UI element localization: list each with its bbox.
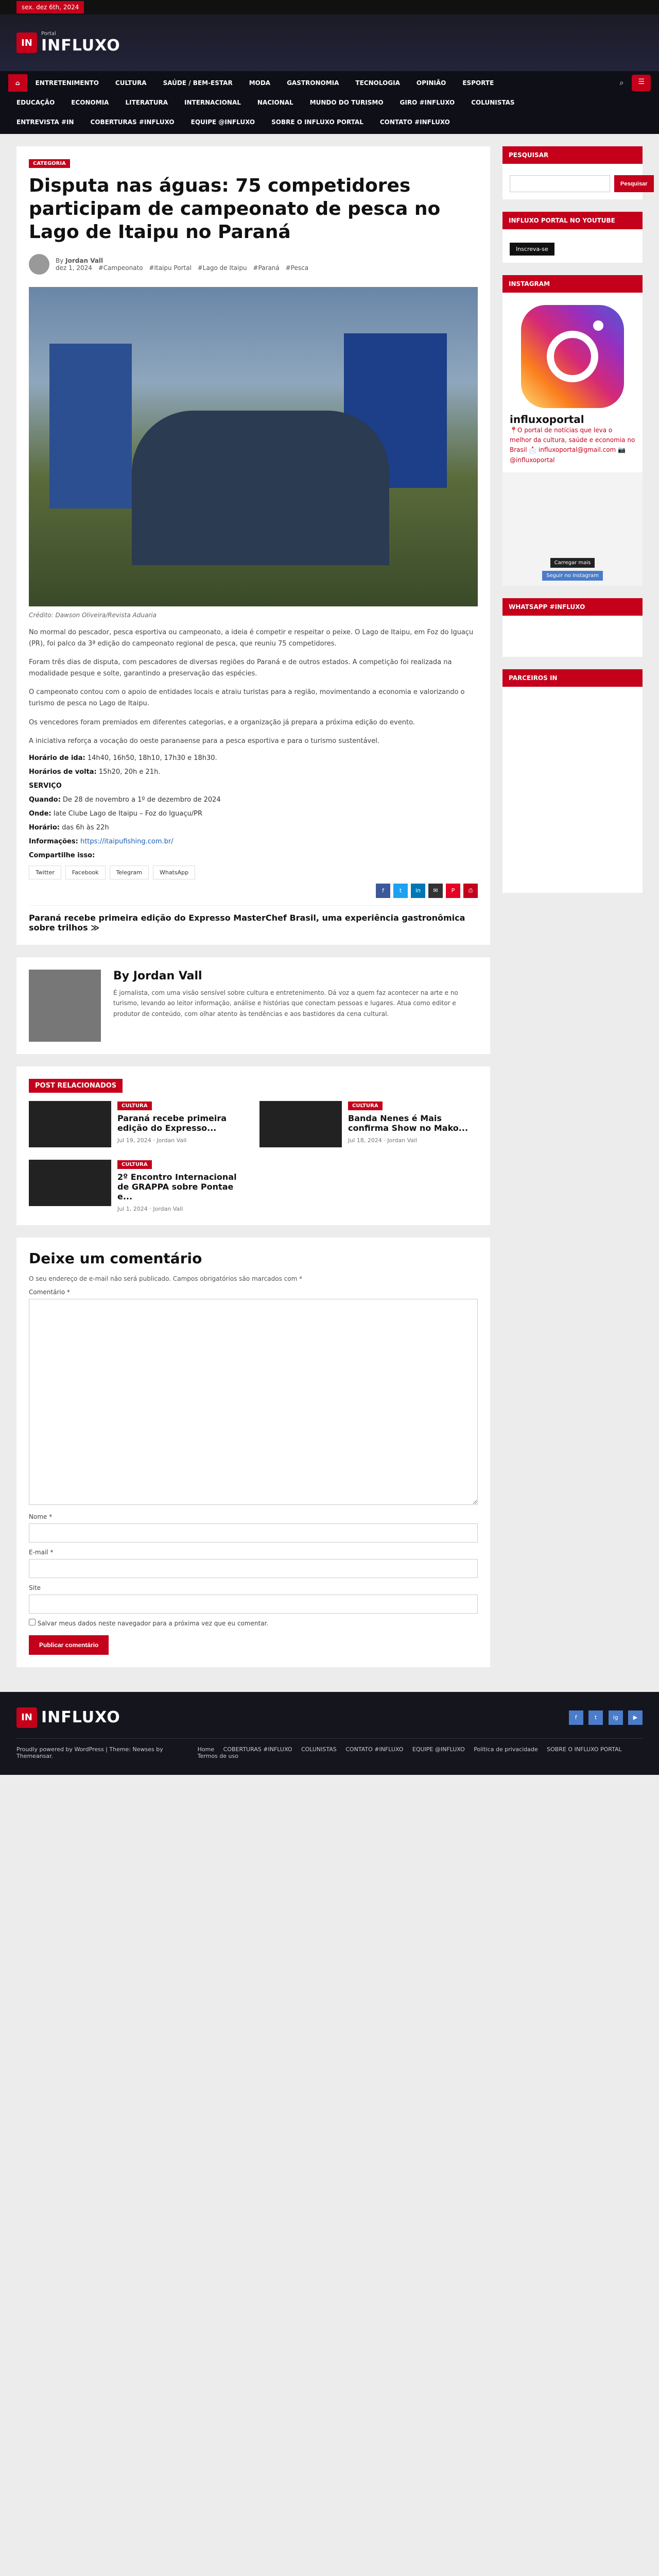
- nav-item[interactable]: MUNDO DO TURISMO: [309, 99, 384, 106]
- submit-comment-button[interactable]: Publicar comentário: [29, 1635, 109, 1655]
- search-icon[interactable]: ⌕: [619, 79, 624, 87]
- next-post-link[interactable]: Paraná recebe primeira edição do Expresso MasterChef Brasil, uma experiência gastronômica sobre trilhos ≫: [29, 905, 478, 933]
- top-bar: [0, 0, 659, 14]
- partners-widget: [502, 669, 643, 893]
- tag[interactable]: #Lago de Itaipu: [197, 264, 247, 272]
- home-icon[interactable]: ⌂: [8, 74, 27, 92]
- nav-item[interactable]: LITERATURA: [125, 99, 168, 106]
- related-title-text[interactable]: 2º Encontro Internacional de GRAPPA sobre Pontae e...: [117, 1172, 237, 1201]
- nav-item[interactable]: ENTRETENIMENTO: [35, 79, 99, 87]
- footer-link[interactable]: Termos de uso: [197, 1752, 238, 1759]
- nav-item[interactable]: EDUCAÇÃO: [16, 99, 55, 106]
- footer-links: [190, 1746, 643, 1759]
- info-value: De 28 de novembro a 1º de dezembro de 2024: [62, 795, 221, 804]
- email-label: E-mail *: [29, 1548, 54, 1556]
- youtube-widget-title: INFLUXO PORTAL NO YOUTUBE: [502, 212, 643, 229]
- info-label: Quando:: [29, 795, 61, 804]
- facebook-icon[interactable]: f: [376, 884, 390, 898]
- paragraph: Os vencedores foram premiados em diferentes categorias, e a organização já prepara a próxima edição do evento.: [29, 718, 415, 726]
- article-card: [16, 146, 490, 945]
- related-thumbnail[interactable]: [29, 1160, 111, 1206]
- sidebar-search-button[interactable]: Pesquisar: [614, 175, 654, 192]
- comment-title: Deixe um comentário: [29, 1249, 202, 1267]
- footer-link[interactable]: SOBRE O INFLUXO PORTAL: [547, 1745, 622, 1753]
- social-icons: [29, 884, 478, 898]
- email-icon[interactable]: ✉: [428, 884, 443, 898]
- nav-item[interactable]: SAÚDE / BEM-ESTAR: [163, 79, 233, 87]
- nav-item[interactable]: ENTREVISTA #IN: [16, 118, 74, 126]
- author-avatar: [29, 254, 49, 275]
- nav-row-1: [8, 73, 651, 93]
- whatsapp-widget: [502, 598, 643, 657]
- nav-item[interactable]: CULTURA: [115, 79, 147, 87]
- related-meta: Jul 18, 2024 · Jordan Vall: [348, 1137, 418, 1144]
- tag[interactable]: #Pesca: [285, 264, 309, 272]
- footer-link[interactable]: EQUIPE @INFLUXO: [412, 1745, 465, 1753]
- partners-widget-title: PARCEIROS IN: [502, 669, 643, 687]
- related-item[interactable]: [29, 1160, 247, 1213]
- nav-item[interactable]: OPINIÃO: [416, 79, 446, 87]
- related-thumbnail[interactable]: [29, 1101, 111, 1147]
- instagram-icon[interactable]: ig: [609, 1710, 623, 1725]
- nav-item[interactable]: SOBRE O INFLUXO PORTAL: [271, 118, 363, 126]
- banner-left: [49, 344, 132, 509]
- paragraph: Foram três dias de disputa, com pescadores de diversas regiões do Paraná e de outros estados. A competição foi realizada na modalidade pesque e solte, garantindo a preservação das espécies.: [29, 658, 452, 678]
- category-badge[interactable]: CATEGORIA: [29, 159, 70, 168]
- site-logo[interactable]: [16, 31, 120, 55]
- info-line: [29, 782, 478, 790]
- follow-instagram-button[interactable]: Seguir no Instagram: [542, 571, 603, 581]
- by-label: By: [56, 257, 64, 264]
- info-label: Horário:: [29, 823, 60, 832]
- save-data-checkbox-row: [29, 1619, 478, 1627]
- nav-item[interactable]: ESPORTE: [462, 79, 494, 87]
- author-name[interactable]: Jordan Vall: [65, 257, 103, 264]
- footer-link[interactable]: COLUNISTAS: [301, 1745, 337, 1753]
- related-badge[interactable]: CULTURA: [348, 1101, 383, 1110]
- info-line: [29, 810, 478, 818]
- footer-logo[interactable]: [16, 1707, 120, 1728]
- article-title: Disputa nas águas: 75 competidores participam de campeonato de pesca no Lago de Itaipu no Paraná: [29, 175, 441, 243]
- footer-link[interactable]: CONTATO #INFLUXO: [345, 1745, 404, 1753]
- email-input[interactable]: [29, 1559, 478, 1578]
- pinterest-icon[interactable]: P: [446, 884, 460, 898]
- youtube-icon[interactable]: ▶: [628, 1710, 643, 1725]
- related-title-text[interactable]: Paraná recebe primeira edição do Expresso...: [117, 1113, 227, 1133]
- share-telegram-button[interactable]: Telegram: [110, 866, 149, 879]
- main-content: [16, 146, 490, 1680]
- nav-item[interactable]: COLUNISTAS: [471, 99, 515, 106]
- nav-item[interactable]: TECNOLOGIA: [355, 79, 400, 87]
- sidebar: [502, 146, 648, 905]
- related-thumbnail[interactable]: [259, 1101, 342, 1147]
- logo-badge: IN: [16, 32, 37, 53]
- nav-item[interactable]: MODA: [249, 79, 271, 87]
- info-value: 15h20, 20h e 21h.: [98, 768, 161, 776]
- info-line: [29, 754, 478, 762]
- paragraph: No mormal do pescador, pesca esportiva ou campeonato, a ideia é competir e respeitar o peixe. O Lago de Itaipu, em Foz do Iguaçu (PR), foi palco da 3ª edição do campeonato regional de pesca, que reuniu 75 competidores.: [29, 629, 474, 648]
- youtube-subscribe-button[interactable]: Inscreva-se: [510, 243, 554, 256]
- related-badge[interactable]: CULTURA: [117, 1160, 152, 1169]
- instagram-widget: [502, 275, 643, 586]
- comment-form: [16, 1238, 490, 1667]
- related-posts: [16, 1066, 490, 1225]
- info-label: Informações:: [29, 837, 78, 845]
- info-label: SERVIÇO: [29, 782, 62, 790]
- author-box-name[interactable]: By Jordan Vall: [113, 969, 202, 982]
- related-title-text[interactable]: Banda Nenes é Mais confirma Show no Mako...: [348, 1113, 469, 1133]
- instagram-widget-title: INSTAGRAM: [502, 275, 643, 293]
- tag[interactable]: #Campeonato: [98, 264, 143, 272]
- related-meta: Jul 1, 2024 · Jordan Vall: [117, 1205, 183, 1212]
- share-whatsapp-button[interactable]: WhatsApp: [153, 866, 195, 879]
- related-title: POST RELACIONADOS: [29, 1079, 123, 1093]
- linkedin-icon[interactable]: in: [411, 884, 425, 898]
- footer-logo-badge: IN: [16, 1707, 37, 1728]
- search-widget-title: PESQUISAR: [502, 146, 643, 164]
- info-label: Onde:: [29, 809, 51, 818]
- instagram-name[interactable]: influxoportal: [510, 413, 584, 426]
- nav-item[interactable]: GIRO #INFLUXO: [400, 99, 455, 106]
- nav-item[interactable]: CONTATO #INFLUXO: [379, 118, 450, 126]
- nav-item[interactable]: GASTRONOMIA: [287, 79, 339, 87]
- footer-logo-name: INFLUXO: [41, 1708, 120, 1727]
- related-item[interactable]: [29, 1101, 247, 1147]
- footer-link[interactable]: COBERTURAS #INFLUXO: [223, 1745, 292, 1753]
- footer-social: [566, 1710, 643, 1725]
- tag[interactable]: #Itaipu Portal: [149, 264, 192, 272]
- menu-icon[interactable]: ☰: [632, 75, 651, 91]
- footer-link[interactable]: Política de privacidade: [474, 1745, 538, 1753]
- comment-label: Comentário *: [29, 1288, 70, 1296]
- info-label: Horários de volta:: [29, 768, 97, 776]
- article-meta: [29, 254, 478, 275]
- paragraph: O campeonato contou com o apoio de entidades locais e atraiu turistas para a região, movimentando a economia e valorizando o turismo de pesca no Lago de Itaipu.: [29, 688, 465, 708]
- nav-item[interactable]: COBERTURAS #INFLUXO: [90, 118, 175, 126]
- author-box: [16, 957, 490, 1054]
- related-item[interactable]: [259, 1101, 478, 1147]
- footer-link[interactable]: Home: [197, 1745, 215, 1753]
- facebook-icon[interactable]: f: [569, 1710, 583, 1725]
- youtube-widget: [502, 212, 643, 263]
- logo-small-text: Portal: [41, 31, 56, 37]
- logo-name: INFLUXO: [41, 37, 120, 55]
- share-label: Compartilhe isso:: [29, 851, 95, 859]
- comment-textarea[interactable]: [29, 1299, 478, 1505]
- image-caption: Crédito: Dawson Oliveira/Revista Aduaria: [29, 612, 157, 619]
- info-value: 14h40, 16h50, 18h10, 17h30 e 18h30.: [87, 754, 217, 762]
- site-label: Site: [29, 1584, 41, 1591]
- paragraph: A iniciativa reforça a vocação do oeste paranaense para a pesca esportiva e para o turismo sustentável.: [29, 737, 379, 745]
- info-line: [29, 838, 478, 845]
- related-meta: Jul 19, 2024 · Jordan Vall: [117, 1137, 187, 1144]
- info-line: [29, 796, 478, 804]
- share-facebook-button[interactable]: Facebook: [65, 866, 106, 879]
- nav-item[interactable]: ECONOMIA: [71, 99, 109, 106]
- load-more-button[interactable]: Carregar mais: [550, 558, 595, 568]
- save-data-label: Salvar meus dados neste navegador para a próxima vez que eu comentar.: [37, 1619, 269, 1627]
- nav-item[interactable]: NACIONAL: [257, 99, 293, 106]
- print-icon[interactable]: ⎙: [463, 884, 478, 898]
- name-input[interactable]: [29, 1523, 478, 1543]
- name-label: Nome *: [29, 1513, 53, 1520]
- instagram-bio: 📍O portal de notícias que leva o melhor da cultura, saúde e economia no Brasil 📩 influxoportal@gmail.com 📷 @influxoportal: [510, 427, 635, 464]
- share-twitter-button[interactable]: Twitter: [29, 866, 61, 879]
- instagram-feed: [502, 472, 643, 586]
- related-badge[interactable]: CULTURA: [117, 1101, 152, 1110]
- info-link[interactable]: https://itaipufishing.com.br/: [80, 837, 174, 845]
- site-header: [0, 14, 659, 71]
- share-row: [29, 866, 478, 879]
- author-bio: É jornalista, com uma visão sensível sobre cultura e entretenimento. Dá voz a quem faz acontecer na arte e no turismo, levando ao leitor informação, análise e histórias que conectam pessoas e lugares. Atua como editor e produtor de conteúdo, com olhar atento às tendências e aos bastidores da cena cultural.: [113, 989, 458, 1018]
- nav-item[interactable]: EQUIPE @INFLUXO: [190, 118, 255, 126]
- nav-row-2: [8, 93, 651, 112]
- site-footer: [0, 1692, 659, 1775]
- nav-row-3: [8, 112, 651, 132]
- info-label: Horário de ida:: [29, 754, 85, 762]
- current-date: sex. dez 6th, 2024: [16, 1, 84, 13]
- twitter-icon[interactable]: t: [393, 884, 408, 898]
- hero-image: [29, 287, 478, 606]
- save-data-checkbox[interactable]: [29, 1619, 36, 1625]
- copyright: Proudly powered by WordPress | Theme: Newses by Themeansar.: [16, 1745, 163, 1759]
- tag[interactable]: #Paraná: [253, 264, 280, 272]
- info-line: [29, 824, 478, 832]
- comment-note: O seu endereço de e-mail não será publicado. Campos obrigatórios são marcados com *: [29, 1275, 303, 1282]
- people-group: [132, 411, 389, 565]
- info-line: [29, 768, 478, 776]
- nav-item[interactable]: INTERNACIONAL: [184, 99, 241, 106]
- whatsapp-widget-title: WHATSAPP #INFLUXO: [502, 598, 643, 616]
- info-value: das 6h às 22h: [62, 823, 109, 832]
- instagram-icon[interactable]: [521, 305, 624, 408]
- info-value: Iate Clube Lago de Itaipu – Foz do Iguaçu/PR: [53, 809, 203, 818]
- twitter-icon[interactable]: t: [588, 1710, 603, 1725]
- search-widget: [502, 146, 648, 199]
- sidebar-search-input[interactable]: [510, 175, 610, 192]
- main-navigation: [0, 71, 659, 134]
- author-photo: [29, 970, 101, 1042]
- article-date: dez 1, 2024: [56, 264, 92, 272]
- site-input[interactable]: [29, 1595, 478, 1614]
